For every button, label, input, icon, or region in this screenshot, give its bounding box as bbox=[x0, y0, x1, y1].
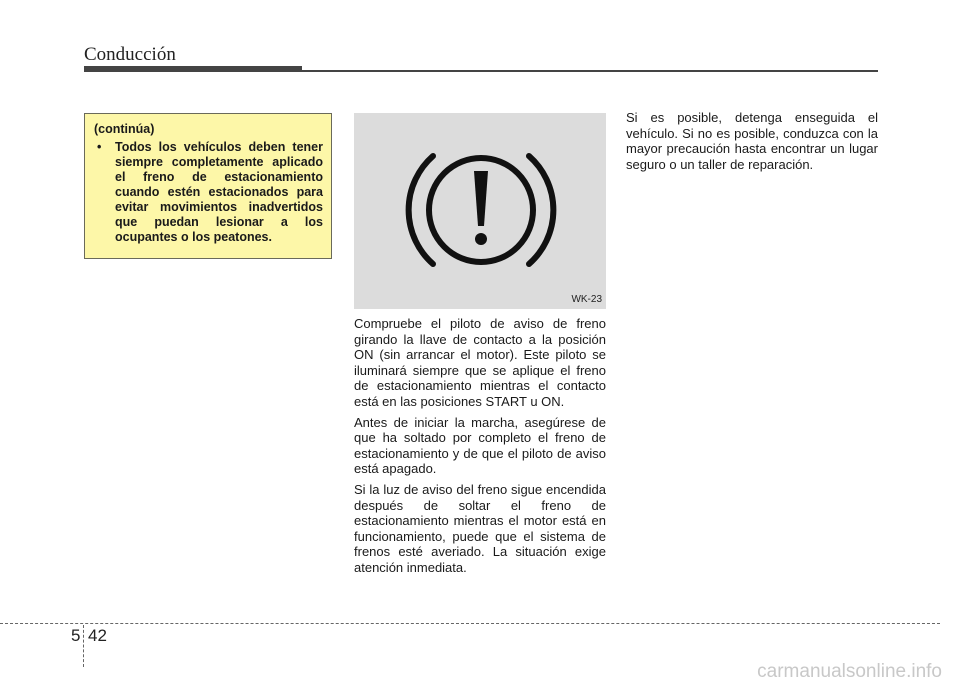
warning-box bbox=[84, 113, 332, 259]
body-column-middle bbox=[354, 316, 606, 581]
watermark: carmanualsonline.info bbox=[757, 661, 942, 682]
header-rule-thin bbox=[300, 70, 878, 72]
header-rule-thick bbox=[84, 66, 302, 72]
footer-divider bbox=[83, 625, 84, 667]
page-number: 42 bbox=[88, 626, 107, 645]
figure-code: WK-23 bbox=[571, 294, 602, 305]
paragraph: Compruebe el piloto de aviso de freno girando la llave de contacto a la posición ON (sin arrancar el motor). Este piloto se iluminará siempre que se aplique el freno de estacionamiento mientras el contacto está en las posiciones START u ON. bbox=[354, 316, 606, 409]
bullet-icon: • bbox=[97, 140, 102, 154]
paragraph: Antes de iniciar la marcha, asegúrese de que ha soltado por completo el freno de estacionamiento y de que el piloto de aviso está apagado. bbox=[354, 414, 606, 477]
brake-warning-icon bbox=[354, 113, 606, 309]
body-column-right bbox=[626, 110, 878, 177]
paragraph: Si la luz de aviso del freno sigue encendida después de soltar el freno de estacionamiento mientras el motor está en funcionamiento, puede que el sistema de frenos esté averiado. La situación exige atención inmediata. bbox=[354, 481, 606, 575]
page-title: Conducción bbox=[84, 44, 176, 65]
warning-text: Todos los vehículos deben tener siempre completamente aplicado el freno de estacionamiento cuando estén estacionados para evitar movimientos inadvertidos que puedan lesionar a los ocupantes o los peatones. bbox=[115, 140, 323, 244]
brake-warning-figure bbox=[354, 113, 606, 309]
footer-rule bbox=[0, 623, 940, 624]
section-number: 5 bbox=[71, 626, 81, 645]
warning-bullet-item bbox=[94, 140, 323, 245]
warning-continued-label: (continúa) bbox=[94, 122, 155, 136]
paragraph: Si es posible, detenga enseguida el vehículo. Si no es posible, conduzca con la mayor precaución hasta encontrar un lugar seguro o un taller de reparación. bbox=[626, 110, 878, 172]
